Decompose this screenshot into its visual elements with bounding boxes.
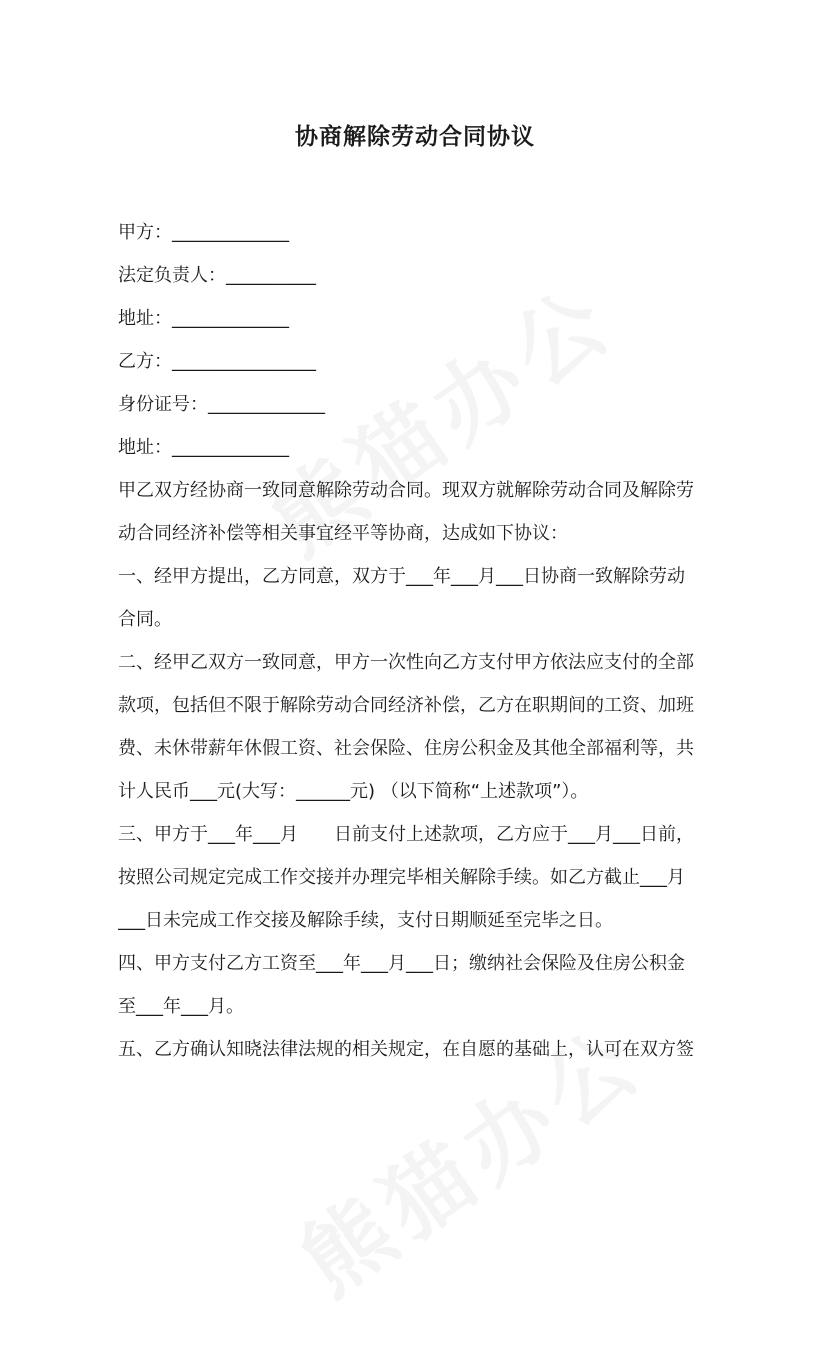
clause-2-line: 二、经甲乙双方一致同意，甲方一次性向乙方支付甲方依法应支付的全部: [118, 652, 694, 673]
clause-2-line: 款项，包括但不限于解除劳动合同经济补偿，乙方在职期间的工资、加班: [118, 695, 694, 716]
party-b-field: 乙方：________________: [118, 351, 316, 372]
document-body: [118, 214, 750, 1074]
clause-1-line: 合同。: [118, 609, 172, 630]
clause-4-line: 四、甲方支付乙方工资至___年___月___日；缴纳社会保险及住房公积金: [118, 953, 685, 974]
clause-3-line: 按照公司规定完成工作交接并办理完毕相关解除手续。如乙方截止___月: [118, 867, 685, 888]
intro-paragraph-line: 动合同经济补偿等相关事宜经平等协商，达成如下协议：: [118, 523, 568, 544]
intro-paragraph-line: 甲乙双方经协商一致同意解除劳动合同。现双方就解除劳动合同及解除劳: [118, 480, 694, 501]
clause-4-line: 至___年___月。: [118, 996, 244, 1017]
clause-5-line: 五、乙方确认知晓法律法规的相关规定，在自愿的基础上，认可在双方签: [118, 1039, 694, 1060]
clause-3-line: ___日未完成工作交接及解除手续，支付日期顺延至完毕之日。: [118, 910, 613, 931]
id-number-field: 身份证号：_____________: [118, 394, 325, 415]
party-a-address-field: 地址：_____________: [118, 308, 289, 329]
party-b-address-field: 地址：_____________: [118, 437, 289, 458]
clause-2-line: 计人民币___元(大写：______元) （以下简称“上述款项”）。: [118, 781, 589, 802]
clause-1-line: 一、经甲方提出，乙方同意，双方于___年___月___日协商一致解除劳动: [118, 566, 685, 587]
legal-representative-field: 法定负责人：__________: [118, 265, 316, 286]
document-title: 协商解除劳动合同协议: [295, 124, 535, 150]
party-a-field: 甲方：_____________: [118, 222, 289, 243]
clause-2-line: 费、未休带薪年休假工资、社会保险、住房公积金及其他全部福利等，共: [118, 738, 694, 759]
clause-3-line: 三、甲方于___年___月 日前支付上述款项，乙方应于___月___日前，: [118, 824, 694, 845]
